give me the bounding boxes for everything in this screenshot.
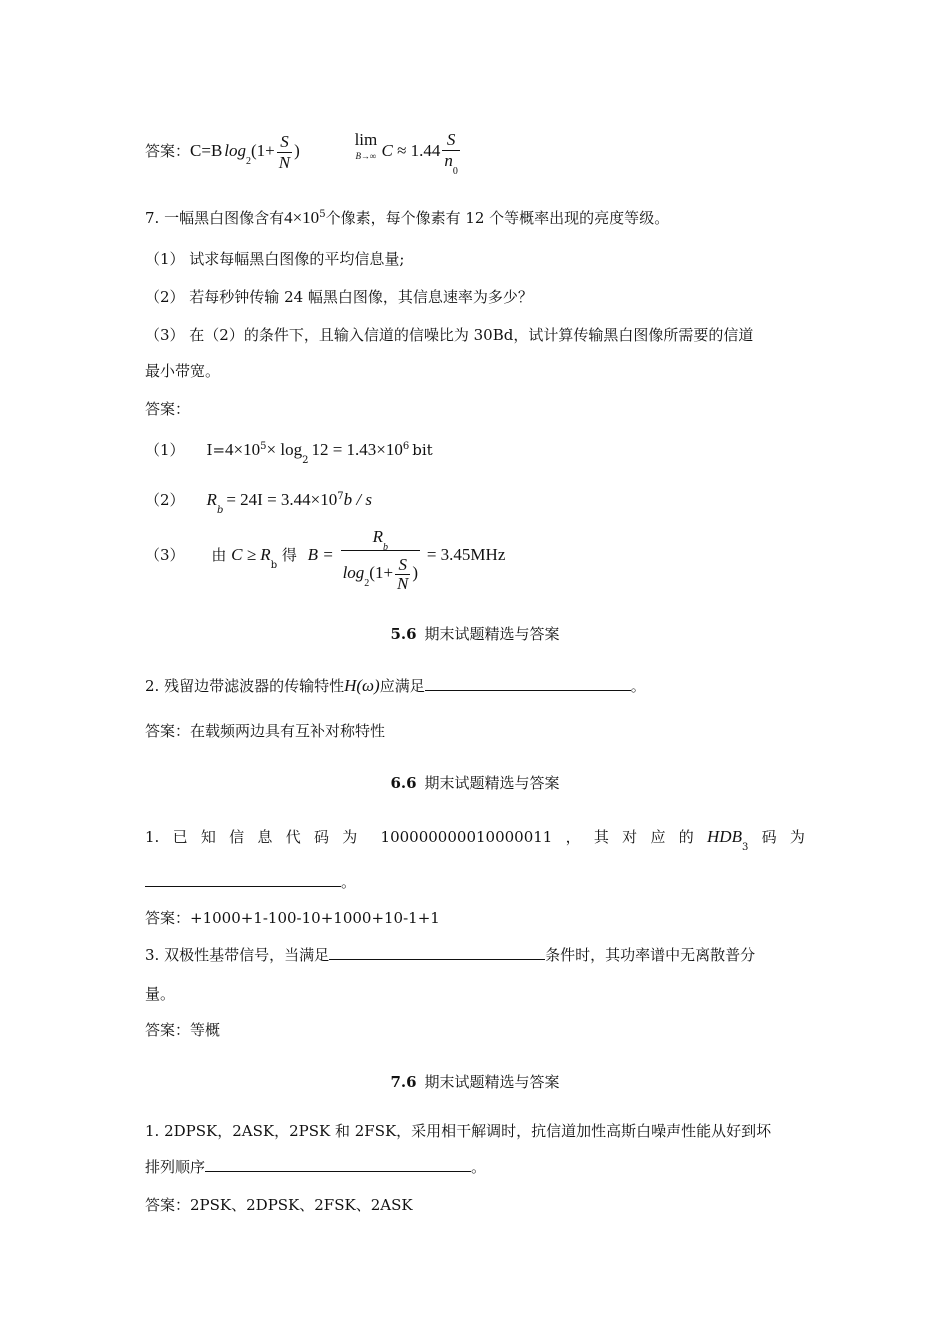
section-7-6-question-1-cont: 排列顺序 。 bbox=[145, 1158, 487, 1176]
section-6-6-answer-3: 答案：等概 bbox=[145, 1021, 221, 1039]
section-7-6-question-1: 1. 2DPSK，2ASK，2PSK 和 2FSK，采用相干解调时，抗信道加性高斯白噪声性能从好到坏 bbox=[145, 1122, 772, 1140]
answer-7-3: （3） 由 $C \ge R_b$ 得 B = $R_b$ $\log_2(1+$ $\frac{S}{N}$ ) = 3.45MHz bbox=[145, 527, 505, 597]
question-7-part-2: （2） 若每秒钟传输 24 幅黑白图像，其信息速率为多少？ bbox=[145, 288, 533, 306]
answer-blank bbox=[329, 945, 545, 960]
section-6-6-question-1-blank: 。 bbox=[145, 872, 356, 892]
answer-7-1: （1） $I=4\times 10^5\times \log_212 = 1.43\times 10^6$ bit bbox=[145, 440, 433, 466]
section-6-6-answer-1: 答案：+1000+1-100-10+1000+10-1+1 bbox=[145, 909, 440, 927]
question-7: 7. 一幅黑白图像含有$4\times 10^5$个像素，每个像素有 12 个等概率出现的亮度等级。 bbox=[145, 208, 670, 227]
answer-7-2: （2） $R_b= 24I = 3.44\times 10^7b / s$ bbox=[145, 490, 372, 516]
answer-blank bbox=[145, 872, 341, 887]
section-heading-6-6: 6.6 期末试题精选与答案 bbox=[390, 774, 560, 792]
answer-blank bbox=[425, 676, 631, 691]
answer-6-line bbox=[145, 130, 462, 180]
section-heading-5-6: 5.6 期末试题精选与答案 bbox=[390, 625, 560, 643]
answer-label: 答案： bbox=[145, 141, 191, 160]
capacity-formula: C=B $\log_2(1+$ $\frac{S}{N}$ ) bbox=[190, 131, 300, 172]
section-5-6-answer-2: 答案：在载频两边具有互补对称特性 bbox=[145, 722, 386, 740]
question-7-part-3-cont: 最小带宽。 bbox=[145, 362, 221, 380]
question-7-part-3: （3） 在（2）的条件下，且输入信道的信噪比为 30Bd，试计算传输黑白图像所需要的信道 bbox=[145, 326, 754, 344]
section-5-6-question-2: 2. 残留边带滤波器的传输特性H(ω)应满足 。 bbox=[145, 676, 646, 695]
section-7-6-answer-1: 答案：2PSK、2DPSK、2FSK、2ASK bbox=[145, 1196, 413, 1214]
section-6-6-question-3-cont: 量。 bbox=[145, 985, 176, 1003]
bandwidth-fraction: $R_b$ $\log_2(1+$ $\frac{S}{N}$ ) bbox=[342, 527, 419, 593]
s-over-n-fraction: $\frac{S}{N}$ bbox=[278, 131, 291, 172]
question-7-answer-label: 答案： bbox=[145, 400, 191, 418]
section-6-6-question-3: 3. 双极性基带信号，当满足 条件时，其功率谱中无离散普分 bbox=[145, 946, 756, 964]
section-6-6-question-1: 1. 已 知 信 息 代 码 为 100000000010000011 ， 其 对 应 的 $HDB_3$ 码 为 bbox=[145, 826, 805, 853]
limit-formula: lim B→∞ C ≈ 1.44 $\frac{S}{n_0}$ bbox=[354, 130, 458, 177]
s-over-n0-fraction: $\frac{S}{n_0}$ bbox=[444, 130, 458, 177]
question-7-part-1: （1） 试求每幅黑白图像的平均信息量; bbox=[145, 250, 405, 268]
answer-blank bbox=[205, 1157, 471, 1172]
section-heading-7-6: 7.6 期末试题精选与答案 bbox=[390, 1073, 560, 1091]
